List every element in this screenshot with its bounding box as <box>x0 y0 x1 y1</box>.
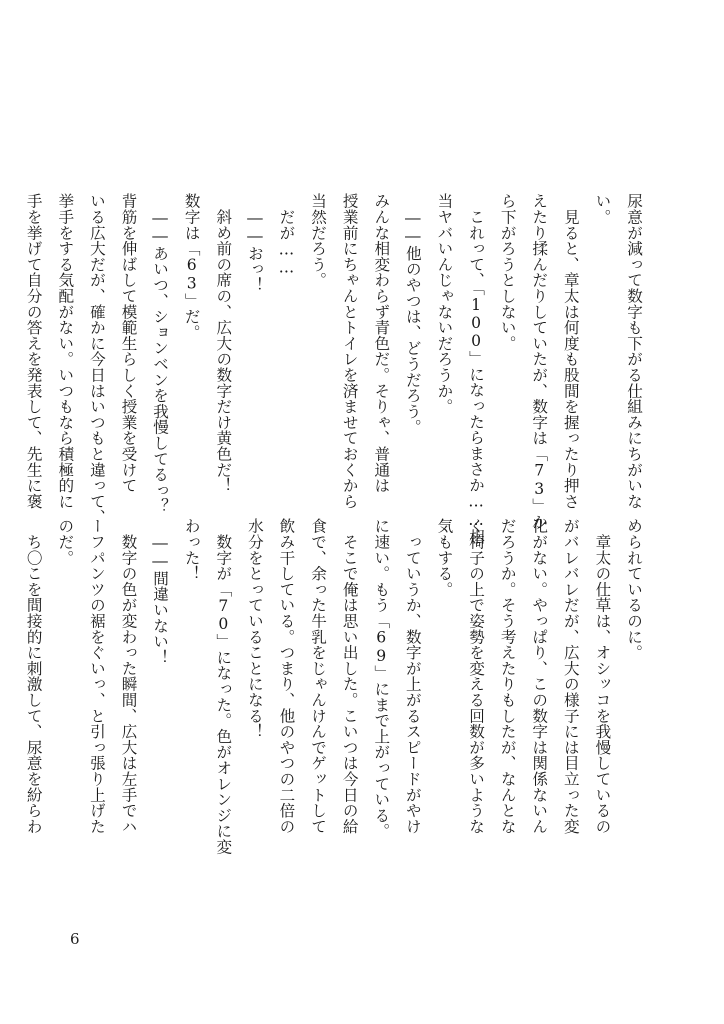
text-line: 水分をとっていることになる！ <box>245 518 264 740</box>
text-line: 当然だろう。 <box>309 193 328 288</box>
text-line: 背筋を伸ばして模範生らしく授業を受けて <box>119 193 138 494</box>
text-line: これって、「100」になったらまさか……相 <box>467 193 486 545</box>
text-line: ーフパンツの裾をぐいっ、と引っ張り上げた <box>87 518 106 834</box>
text-line: 飲み干している。つまり、他のやつの二倍の <box>277 518 296 834</box>
text-line: そこで俺は思い出した。こいつは今日の給 <box>340 518 359 834</box>
text-line: 見ると、章太は何度も股間を握ったり押さ <box>561 193 580 509</box>
text-line: ――間違いない！ <box>151 518 170 665</box>
text-line: みんな相変わらず青色だ。そりゃ、普通は <box>372 193 391 494</box>
text-line: 数字の色が変わった瞬間、広大は左手でハ <box>119 518 138 834</box>
text-line: っていうか、数字が上がるスピードがやけ <box>403 518 422 834</box>
text-line: わった！ <box>182 518 201 582</box>
text-line: められているのに。 <box>625 518 643 661</box>
text-line: ――あいつ、ションベンを我慢してるっ？ <box>151 193 170 514</box>
text-line: ら下がろうとしない。 <box>498 193 517 351</box>
text-line: 気もする。 <box>435 518 454 597</box>
text-line: がバレバレだが、広大の様子には目立った変 <box>561 518 580 834</box>
text-line: に速い。もう「69」にまで上がっている。 <box>372 518 391 839</box>
text-line: だろうか。そう考えたりもしたが、なんとな <box>498 518 517 834</box>
text-line: のだ。 <box>56 518 75 566</box>
text-line: い。 <box>593 193 612 225</box>
text-line: 授業前にちゃんとトイレを済ませておくから <box>340 193 359 509</box>
text-line: だが…… <box>277 193 296 277</box>
lower-text-block <box>24 518 649 855</box>
text-line: 斜め前の席の、広大の数字だけ黄色だ！ <box>214 193 233 494</box>
text-line: ――おっ！ <box>245 193 264 293</box>
text-line: 化がない。やっぱり、この数字は関係ないん <box>530 518 549 834</box>
text-line: 数字は「63」だ。 <box>182 193 201 340</box>
text-line: 手を挙げて自分の答えを発表して、先生に褒 <box>24 193 43 509</box>
text-line: く椅子の上で姿勢を変える回数が多いような <box>467 518 486 834</box>
text-line: えたり揉んだりしていたが、数字は「73」か <box>530 193 549 530</box>
text-line: 当ヤバいんじゃないだろうか。 <box>435 193 454 415</box>
text-line: 数字が「70」になった。色がオレンジに変 <box>214 518 233 855</box>
text-line: ――他のやつは、どうだろう。 <box>403 193 422 435</box>
text-line: 章太の仕草は、オシッコを我慢しているの <box>593 518 612 834</box>
text-line: 挙手をする気配がない。いつもなら積極的に <box>56 193 75 509</box>
text-line: いる広大だが、確かに今日はいつもと違って、 <box>87 193 106 525</box>
text-line: ち〇こを間接的に刺激して、尿意を紛らわ <box>24 518 43 834</box>
text-line: 尿意が減って数字も下がる仕組みにちがいな <box>625 193 643 509</box>
page-number: 6 <box>70 930 80 948</box>
text-line: 食で、余った牛乳をじゃんけんでゲットして <box>309 518 328 834</box>
